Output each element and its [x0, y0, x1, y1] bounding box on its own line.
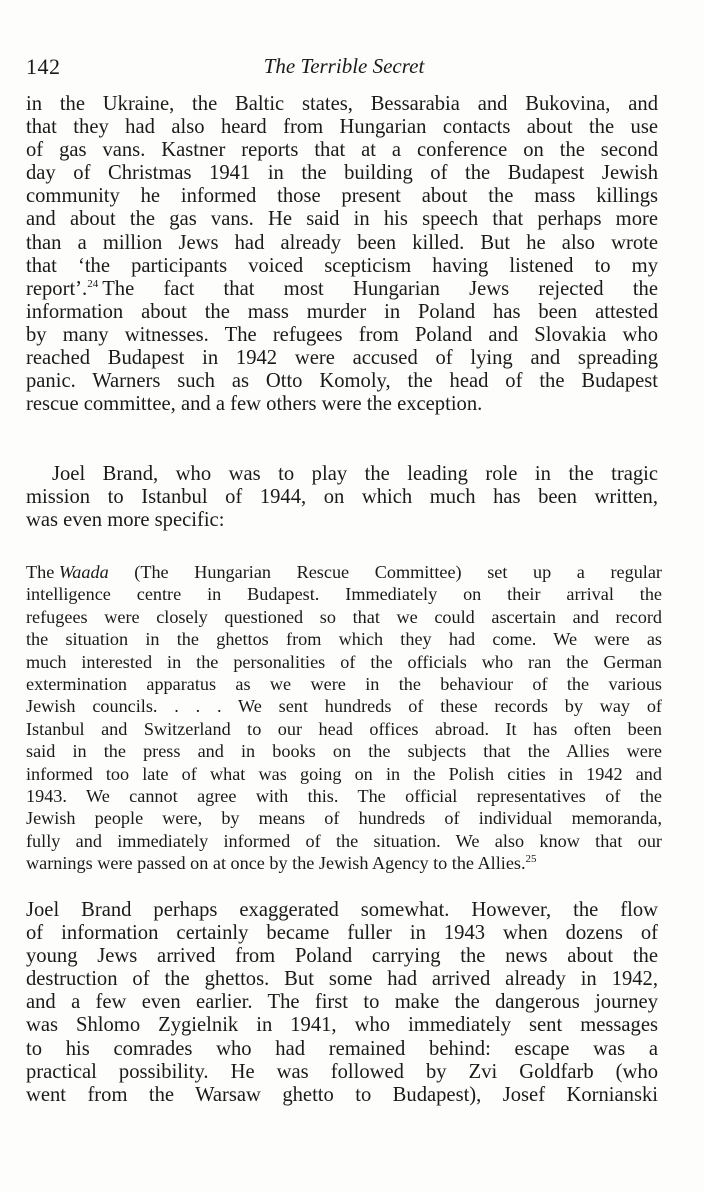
- text-line: extermination apparatus as we were in the behaviour of the various: [26, 674, 662, 695]
- text-line: that they had also heard from Hungarian contacts about the use: [26, 116, 658, 139]
- text-line: that ‘the participants voiced scepticism having listened to my: [26, 254, 658, 277]
- text-line: panic. Warners such as Otto Komoly, the head of the Budapest: [26, 370, 658, 393]
- page-header: [26, 54, 662, 84]
- text-line: Jewish people were, by means of hundreds of individual memoranda,: [26, 808, 662, 829]
- text-line: in the Ukraine, the Baltic states, Bessarabia and Bukovina, and: [26, 93, 658, 115]
- text-line: by many witnesses. The refugees from Poland and Slovakia who: [26, 323, 658, 346]
- text-line: the situation in the ghettos from which they had come. We were as: [26, 629, 662, 650]
- text-line: refugees were closely questioned so that we could ascertain and record: [26, 606, 662, 627]
- text-line: of information certainly became fuller in 1943 when dozens of: [26, 922, 658, 945]
- footnote-marker-25: 25: [525, 853, 537, 866]
- text-line: practical possibility. He was followed by Zvi Goldfarb (who: [26, 1060, 658, 1083]
- text-fragment: warnings were passed on at once by the Jewish Agency to the Allies.: [26, 853, 526, 874]
- text-line: rescue committee, and a few others were the exception.: [26, 393, 483, 416]
- paragraph-1: [26, 93, 658, 416]
- text-line: [26, 278, 658, 301]
- text-fragment: report’.: [26, 277, 88, 300]
- text-line: Jewish councils. . . . We sent hundreds of these records by way of: [26, 696, 662, 717]
- text-line: Joel Brand perhaps exaggerated somewhat. However, the flow: [26, 899, 658, 921]
- text-fragment: (The Hungarian Rescue Committee) set up a regular: [108, 562, 662, 582]
- text-line: [26, 561, 662, 583]
- text-line: [26, 852, 662, 874]
- italic-term: Waada: [58, 562, 109, 582]
- text-line: destruction of the ghettos. But some had arrived already in 1942,: [26, 968, 658, 991]
- footnote-marker-24: 24: [87, 277, 99, 290]
- text-line: mission to Istanbul of 1944, on which much has been written,: [26, 486, 658, 509]
- text-fragment: The: [26, 562, 59, 582]
- text-line: reached Budapest in 1942 were accused of lying and spreading: [26, 347, 658, 370]
- paragraph-3: [26, 899, 658, 1107]
- block-quote: [26, 561, 662, 875]
- text-line: intelligence centre in Budapest. Immediately on their arrival the: [26, 584, 662, 605]
- running-title: The Terrible Secret: [263, 54, 425, 78]
- text-line: 1943. We cannot agree with this. The official representatives of the: [26, 786, 662, 807]
- page-number: 142: [26, 54, 61, 79]
- text-line: much interested in the personalities of the officials who ran the German: [26, 651, 662, 672]
- text-line: Joel Brand, who was to play the leading role in the tragic: [52, 463, 658, 485]
- text-fragment: The fact that most Hungarian Jews rejected the: [102, 277, 658, 300]
- text-line: fully and immediately informed of the situation. We also know that our: [26, 830, 662, 851]
- text-line: information about the mass murder in Poland has been attested: [26, 300, 658, 323]
- text-line: and a few even earlier. The first to make the dangerous journey: [26, 991, 658, 1014]
- text-line: to his comrades who had remained behind: escape was a: [26, 1037, 658, 1060]
- text-line: said in the press and in books on the subjects that the Allies were: [26, 741, 662, 762]
- text-line: went from the Warsaw ghetto to Budapest), Josef Kornianski: [26, 1083, 658, 1106]
- text-line: and about the gas vans. He said in his speech that perhaps more: [26, 208, 658, 231]
- text-line: informed too late of what was going on in the Polish cities in 1942 and: [26, 763, 662, 784]
- text-line: young Jews arrived from Poland carrying the news about the: [26, 945, 658, 968]
- text-line: of gas vans. Kastner reports that at a conference on the second: [26, 139, 658, 162]
- text-line: day of Christmas 1941 in the building of the Budapest Jewish: [26, 162, 658, 185]
- text-line: community he informed those present about the mass killings: [26, 185, 658, 208]
- paragraph-2: [26, 463, 658, 532]
- text-line: than a million Jews had already been killed. But he also wrote: [26, 231, 658, 254]
- text-line: Istanbul and Switzerland to our head offices abroad. It has often been: [26, 718, 662, 739]
- text-line: was Shlomo Zygielnik in 1941, who immediately sent messages: [26, 1014, 658, 1037]
- text-line: was even more specific:: [26, 509, 225, 532]
